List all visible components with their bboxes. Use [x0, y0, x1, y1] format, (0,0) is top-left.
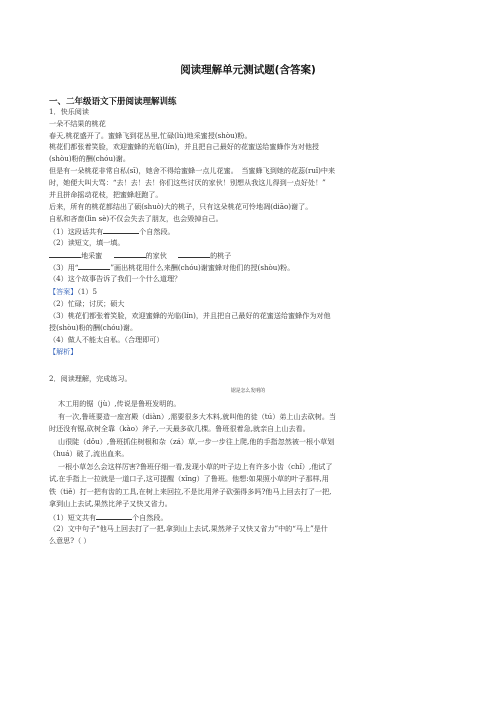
story-line: 铁（tiě）打一把有齿的工具,在树上来回拉,不是比用斧子砍强得多吗?他马上回去打了一把,	[49, 487, 332, 496]
story-line: 试,在手指上一拉就是一道口子,这可提醒（xǐng）了鲁班。他想:如果照小草的叶子那样,用	[49, 474, 329, 483]
fill-word: 的桃子	[210, 251, 232, 260]
question-1-2: （2）读短文，填一填。	[49, 238, 125, 247]
story-line: 有一次,鲁班要造一座宫殿（diàn）,需要很多大木料,就叫他的徒（tú）弟上山去砍树。当	[58, 412, 337, 421]
question-text: （1）这段话共有	[49, 227, 104, 236]
answer-blank[interactable]	[78, 262, 110, 270]
answer-tag: 【答案】	[49, 287, 78, 296]
story-line: 山很陡（dǒu）,鲁班抓住树根和杂（zá）草,一步一步往上爬,他的手指忽然被一根小草划	[58, 437, 335, 446]
story-line: 并且拼命摇动花枝，把蜜蜂赶跑了。	[49, 190, 163, 199]
question-text: （1）短文共有	[49, 513, 97, 522]
story-line: 时，她便大叫大骂：“去！去！去！你们这些讨厌的家伙！别想从我这儿得到一点好处！”	[49, 178, 326, 187]
answer-text: （1）5	[77, 287, 98, 296]
question-1-heading: 1．快乐阅读	[49, 107, 89, 116]
answer-row	[49, 287, 97, 296]
question-1-fill-row	[49, 250, 231, 260]
fill-word: 的家伙	[145, 251, 167, 260]
story-line: 桃花们都张着笑脸，欢迎蜜蜂的光临(lín)，并且把自己最好的花蜜送给蜜蜂作为对他授	[49, 142, 320, 151]
answer-blank[interactable]	[96, 512, 132, 520]
answer-blank[interactable]	[103, 226, 139, 234]
story-line: 但是有一朵桃花非常自私(sī)，她舍不得给蜜蜂一点儿花蜜。 当蜜蜂飞到她的花蕊(ruǐ)中来	[49, 166, 336, 175]
story-line: 一根小草怎么会这样厉害?鲁班仔细一看,发现小草的叶子边上有许多小齿（chǐ）,他试了	[58, 462, 333, 471]
story-line: (shòu)粉的酬(chóu)谢。	[49, 154, 130, 163]
answer-text: 授(shòu)粉的酬(chóu)谢。	[49, 323, 138, 332]
question-1-3	[49, 262, 294, 272]
story-line: 自私和吝啬(lìn sè)不仅会失去了朋友，也会毁掉自己。	[49, 214, 223, 223]
answer-blank[interactable]	[49, 250, 81, 258]
page-title: 阅读理解单元测试题(含答案)	[180, 64, 316, 76]
story-line: 后来，所有的桃花都结出了硕(shuò)大的桃子，只有这朵桃花可怜地凋(diāo)谢了。	[49, 202, 313, 211]
question-1-1	[49, 226, 175, 236]
answer-text: （3）桃花们都张着笑脸，欢迎蜜蜂的光临(lín)，并且把自己最好的花蜜送给蜜蜂作为对他	[49, 311, 331, 320]
story-line: 春天,桃花盛开了。蜜蜂飞到花丛里,忙碌(lù)地采蜜授(shòu)粉。	[49, 131, 252, 140]
story-title: 锯是怎么发明的	[230, 388, 266, 394]
answer-text: （2）忙碌；讨厌；硕大	[49, 299, 125, 308]
question-text: ”画出桃花用什么来酬(chóu)谢蜜蜂对他们的授(shòu)粉。	[110, 263, 295, 272]
answer-blank[interactable]	[114, 250, 146, 258]
story-line: 拿到山上去试,果然比斧子又快又省力。	[49, 499, 172, 508]
question-text: 个自然段。	[139, 227, 175, 236]
question-2-2-cont: 么意思?（ ）	[49, 536, 91, 545]
question-2-2: （2）文中句子“他马上回去打了一把,拿到山上去试,果然斧子又快又省力”中的“马上”是什	[49, 524, 328, 533]
question-text: 个自然段。	[132, 513, 168, 522]
question-2-heading: 2．阅读理解，完成练习。	[49, 374, 132, 383]
story-line: 木工用的锯（jù）,传说是鲁班发明的。	[58, 399, 181, 408]
answer-text: （4）做人不能太自私。（合理即可）	[49, 335, 164, 344]
story-line: 时还没有锯,砍树全靠（kào）斧子,一天最多砍几棵。鲁班很着急,就亲自上山去看。	[49, 424, 310, 433]
question-2-1	[49, 512, 168, 522]
question-1-4: （4）这个故事告诉了我们一个什么道理？	[49, 274, 182, 283]
story-line: （huá）破了,流出血来。	[49, 449, 129, 458]
story-title: 一朵不结果的桃花	[49, 119, 106, 128]
fill-word: 地采蜜	[81, 251, 103, 260]
analysis-tag: 【解析】	[49, 347, 78, 356]
section-heading: 一、二年级语文下册阅读理解训练	[49, 97, 177, 107]
question-text: （3）用“	[49, 263, 79, 272]
answer-blank[interactable]	[178, 250, 210, 258]
